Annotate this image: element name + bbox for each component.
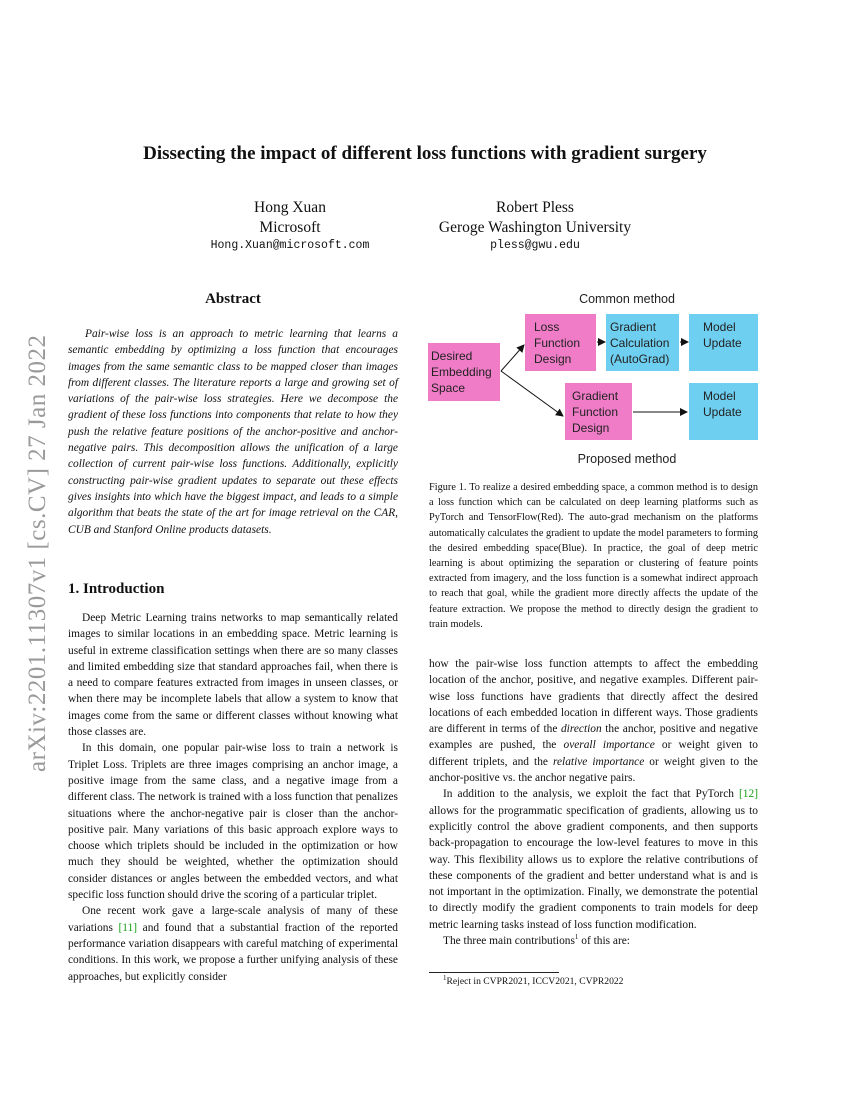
intro-paragraph-3 (68, 903, 398, 984)
box-line: Gradient (572, 389, 619, 403)
author-email[interactable]: pless@gwu.edu (490, 239, 580, 252)
box-line: Gradient (610, 320, 657, 334)
arxiv-id-text: arXiv:2201.11307v1 [cs.CV] 27 Jan 2022 (24, 334, 51, 772)
box-line: Desired (431, 349, 473, 363)
section-heading-introduction: 1. Introduction (68, 581, 165, 597)
emphasis: relative importance (552, 755, 645, 768)
author-block-1 (185, 198, 395, 255)
box-line: (AutoGrad) (610, 352, 670, 366)
emphasis: direction (560, 723, 602, 736)
paper-title: Dissecting the impact of different loss functions with gradient surgery (143, 143, 707, 164)
arrow-embedding-to-loss (501, 345, 524, 371)
box-line: Space (431, 381, 466, 395)
left-column-body (68, 610, 398, 985)
arxiv-sidebar-stamp (0, 280, 60, 800)
right-column-body (429, 656, 758, 949)
box-line: Design (572, 421, 610, 435)
text-run: the anchor, positive and negative examples are pushed, the (429, 723, 758, 752)
box-line: Calculation (610, 336, 670, 350)
citation-link[interactable]: [11] (118, 921, 138, 934)
author-email[interactable]: Hong.Xuan@microsoft.com (210, 239, 370, 252)
arrow-embedding-to-gradient-design (501, 371, 563, 416)
figure-1-caption: Figure 1. To realize a desired embedding space, a common method is to design a loss function which can be calculated on deep learning platforms such as PyTorch and TensorFlow(Red). The auto-grad mechanism on the platforms automatically calculates the gradient to update the model parameters to forming the desired embedding space(Blue). In practice, the goal of deep metric learning is about optimizing the separation or clustering of feature points extracted from imagery, and the loss function is a somewhat indirect approach to reach that goal, while the gradient more directly affects the update of the feature extraction. We propose the method to directly design the gradient to train models. (429, 482, 758, 630)
box-line: Model (703, 389, 736, 403)
figure-label-common: Common method (579, 292, 675, 306)
box-line: Loss (534, 320, 560, 334)
footnote-mark: 1 (443, 973, 447, 982)
box-line: Embedding (431, 365, 492, 379)
abstract-text: Pair-wise loss is an approach to metric learning that learns a semantic embedding by optimizing a loss function that encourages images from the same semantic class to be mapped closer than images from different classes. The literature reports a large and growing set of variations of the pair-wise loss strategies. Here we decompose the gradient of these loss functions into components that relate to how they push the relative feature positions of the anchor-positive and anchor-negative pairs. This decomposition allows the unification of a large collection of current pair-wise loss functions. Additionally, explicitly constructing pair-wise gradient updates to separate out these effects gives insights into which have the biggest impact, and leads to a simple algorithm that beats the state of the art for image retrieval on the CAR, CUB and Stanford Online products datasets. (68, 328, 398, 536)
text-run: allows for the programmatic specification of gradients, allowing us to explicitly control the above gradient components, and then supports back-propagation to encourage the low-level features to move in this way. This flexibility allows us to explore the relative contributions of these components of the gradient and better understand what is and is not important in the optimization. Finally, we demonstrate the potential to directly modify the gradient components to train models for deep metric learning tasks instead of loss function modification. (429, 804, 758, 931)
intro-paragraph-3-continued (429, 656, 758, 786)
author-block-2 (400, 198, 670, 255)
footnote-divider (429, 972, 559, 973)
emphasis: overall importance (563, 739, 655, 752)
intro-paragraph-2: In this domain, one popular pair-wise loss to train a network is Triplet Loss. Triplets are three images comprising an anchor image, a positive image from the same class, and a negative image from a different class. The network is trained with a loss function that penalizes situations where the anchor-negative pair is closer than the anchor-positive pair. Many variations of this basic approach explore ways to choose which triplets should be included in the optimization or how much they should be weighted, whether the optimization should consider distances or angles between the embedded vectors, and what specific loss function should drive the scoring of a particular triplet. (68, 742, 398, 902)
text-run: or weight given to different triplets, and the (429, 739, 758, 768)
author-name: Robert Pless (496, 199, 574, 216)
text-run: In addition to the analysis, we exploit the fact that PyTorch (443, 788, 740, 801)
figure-label-proposed: Proposed method (577, 452, 677, 466)
box-line: Function (534, 336, 581, 350)
abstract-heading: Abstract (205, 291, 261, 307)
text-run: One recent work gave a large-scale analysis of many of these variations (68, 905, 398, 934)
author-affiliation: Microsoft (259, 218, 321, 236)
footnote (429, 975, 758, 989)
box-line: Model (703, 320, 736, 334)
citation-link[interactable]: [12] (739, 788, 758, 801)
figure-1-diagram (428, 288, 760, 468)
text-run: how the pair-wise loss function attempts to affect the embedding location of the anchor, positive, and negative examples. Different pair-wise loss functions have gradients that directly affect the desired locations of each embedded location in different ways. Those gradients are different in terms of the (429, 658, 758, 736)
box-line: Update (703, 336, 742, 350)
footnote-marker[interactable]: 1 (574, 933, 579, 942)
intro-paragraph-1: Deep Metric Learning trains networks to map semantically related images to similar locations in an embedding space. Metric learning is useful in extreme classification settings when there are so many classes and limited embedding size that standard approaches fail, when there is a need to compare features extracted from images in unseen classes, or when there may be incomplete labels that allow a system to know that images come from the same or different classes without knowing what those classes are. (68, 612, 398, 739)
intro-paragraph-4 (429, 786, 758, 933)
box-line: Function (572, 405, 619, 419)
text-run: The three main contributions (443, 935, 575, 948)
text-run: and found that a substantial fraction of the reported performance variation disappears with careful matching of experimental conditions. In this work, we propose a further unifying analysis of these approaches, but explicitly consider (68, 921, 399, 983)
box-line: Update (703, 405, 742, 419)
footnote-text: Reject in CVPR2021, ICCV2021, CVPR2022 (446, 976, 624, 987)
box-line: Design (534, 352, 572, 366)
author-name: Hong Xuan (254, 199, 326, 216)
text-run: of this are: (578, 935, 630, 948)
intro-paragraph-5 (429, 933, 758, 949)
text-run: or weight given to the anchor-positive vs. the anchor negative pairs. (429, 755, 758, 785)
author-affiliation: Geroge Washington University (438, 218, 632, 236)
